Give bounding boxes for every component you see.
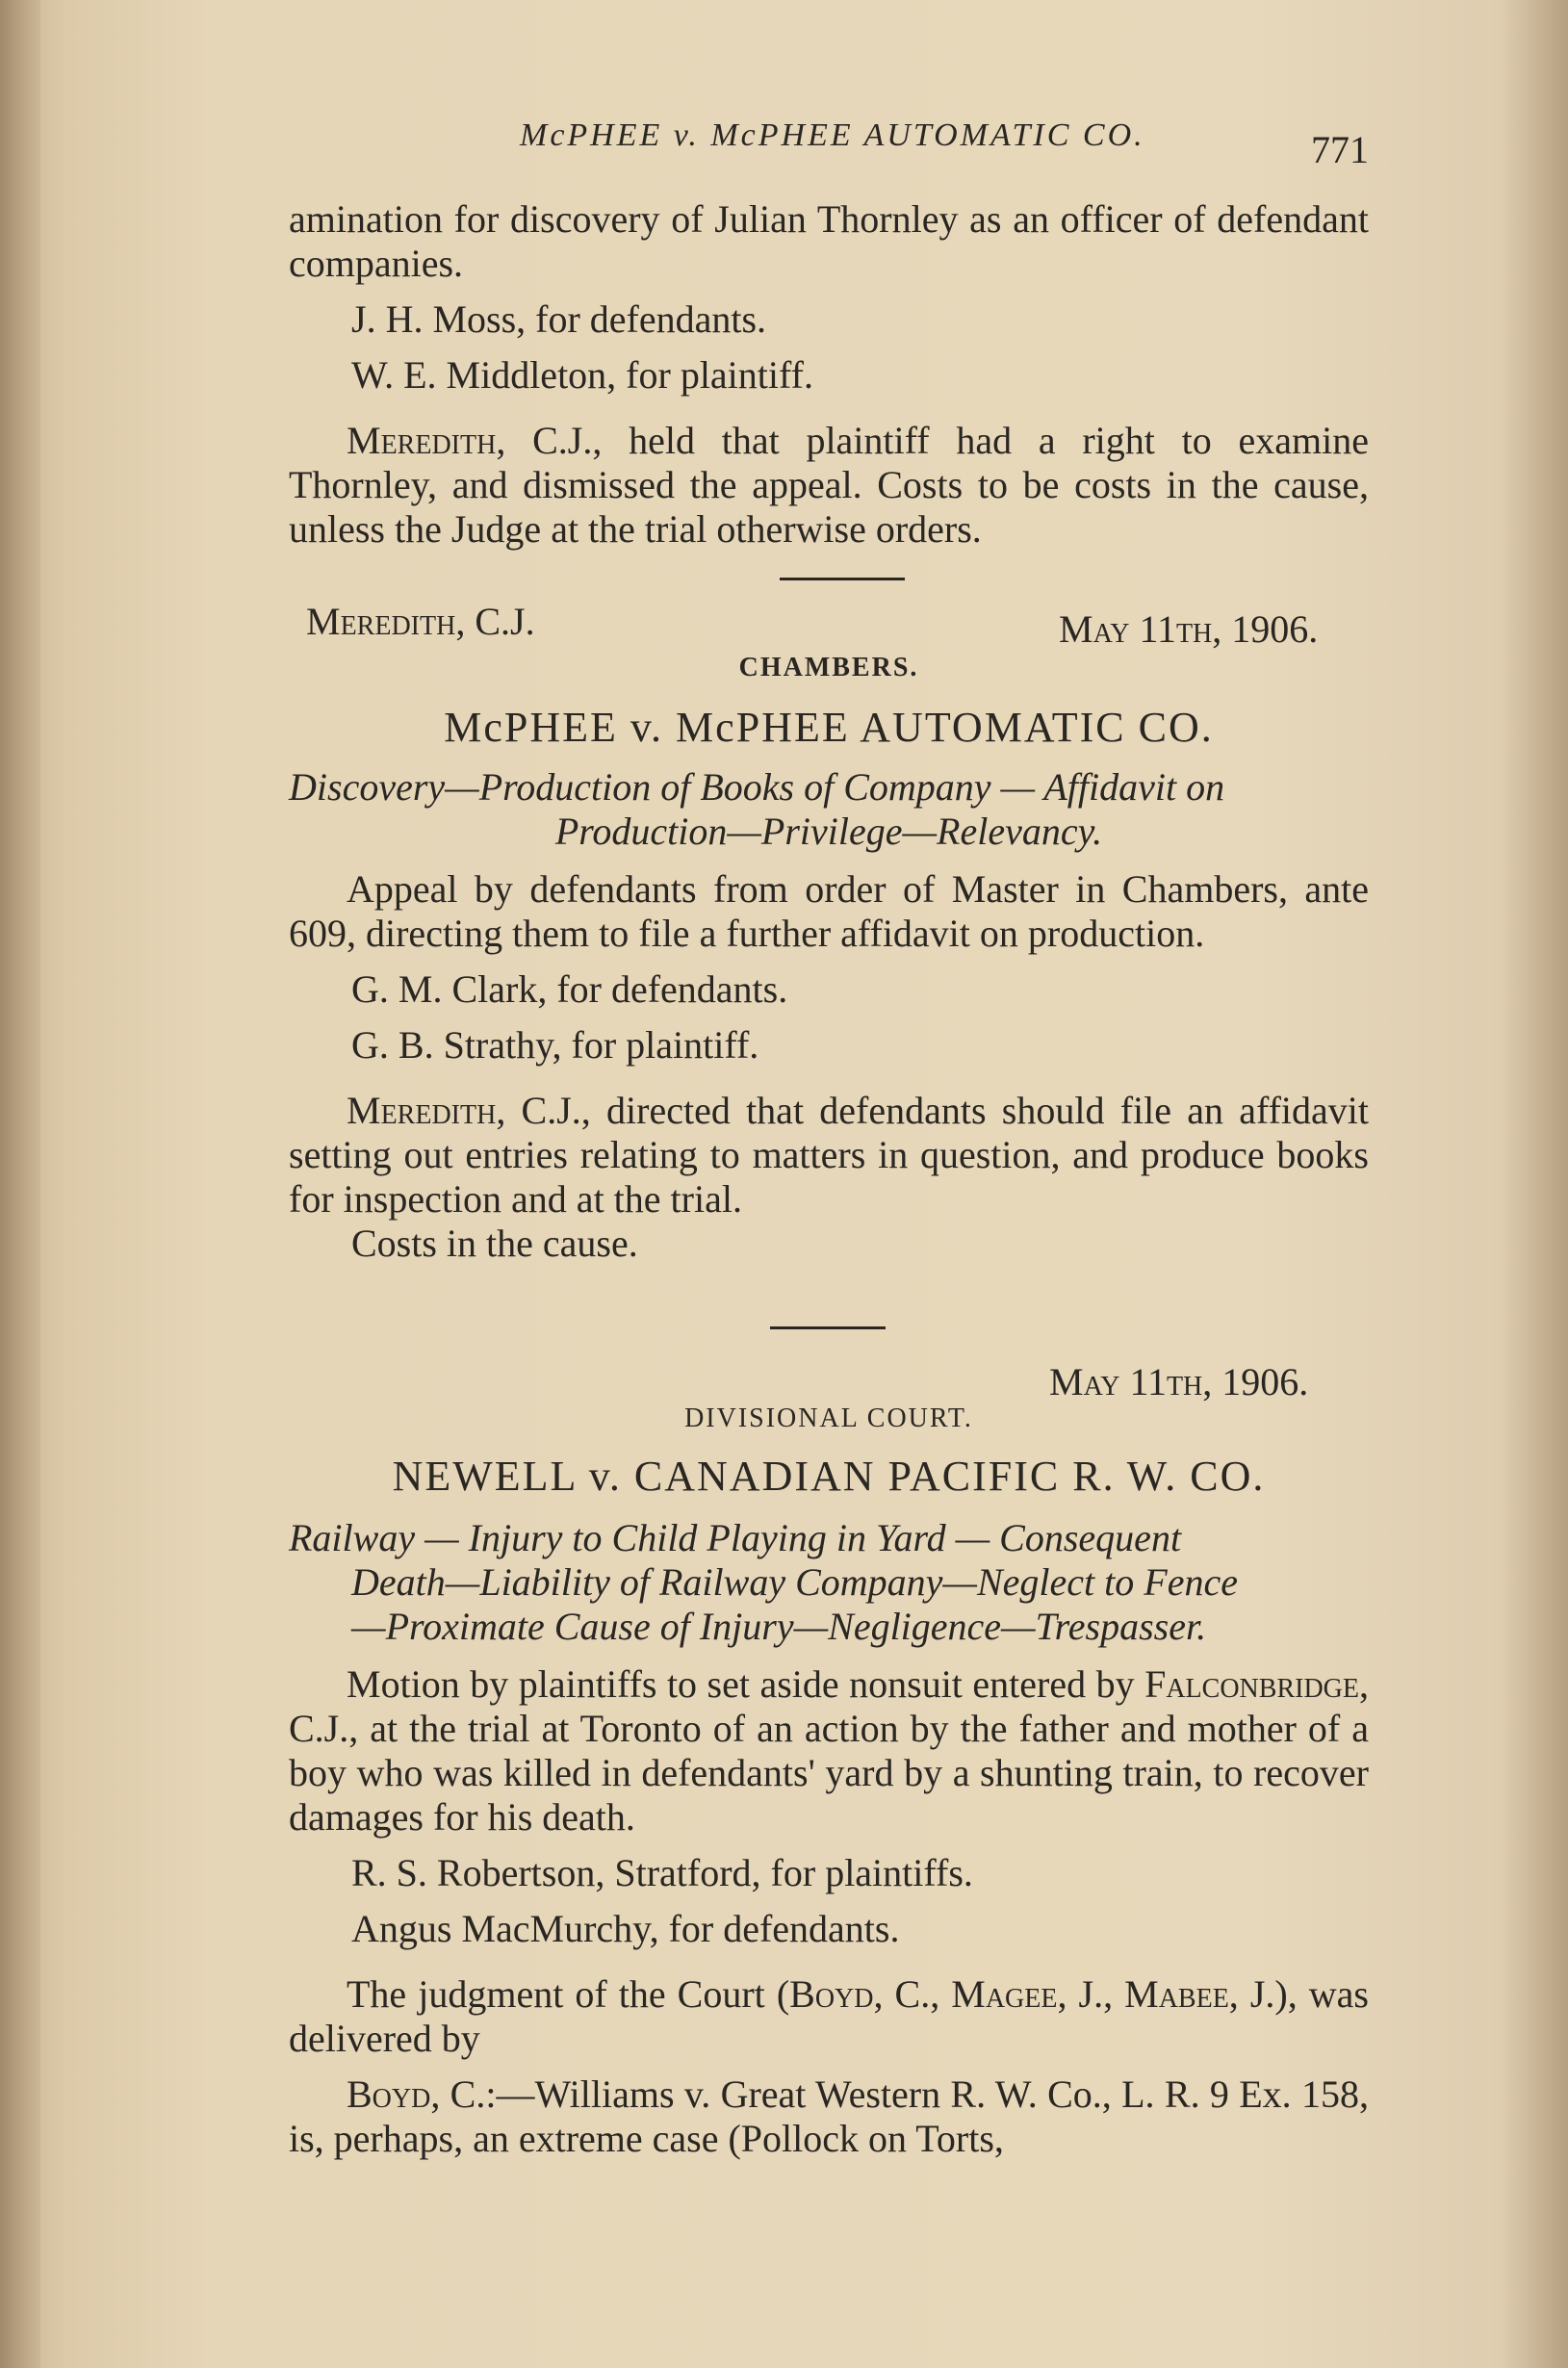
case2-date: May 11th, 1906. xyxy=(1059,607,1319,651)
case2-headnote-line2: Production—Privilege—Relevancy. xyxy=(554,810,1103,853)
case3-judgment-a: The judgment of the Court ( xyxy=(347,1972,790,2016)
case2-paragraph: Appeal by defendants from order of Master in Chambers, ante 609, directing them to file a further affidavit on production. xyxy=(289,867,1369,955)
case2-headnote-line1: Discovery—Production of Books of Company — Affidavit on xyxy=(289,765,1225,809)
case2-judge: Meredith, C.J. xyxy=(306,600,535,643)
case3-opinion-judge: Boyd, C. xyxy=(347,2072,486,2116)
case1-paragraph: amination for discovery of Julian Thornley as an officer of defendant companies. xyxy=(289,197,1369,285)
section-divider xyxy=(780,578,905,580)
section-divider-2 xyxy=(770,1326,886,1329)
case1-tail xyxy=(289,197,1369,552)
case3-paragraph-a: Motion by plaintiffs to set aside nonsuit entered by xyxy=(347,1662,1135,1706)
case2-court: CHAMBERS. xyxy=(738,653,919,682)
case3-counsel-plaintiffs: R. S. Robertson, Stratford, for plaintiffs. xyxy=(351,1851,973,1894)
case3-paragraph xyxy=(289,1662,1369,1840)
book-gutter xyxy=(0,0,40,2368)
case1-judgment xyxy=(289,419,1369,552)
case2-body xyxy=(289,765,1369,1266)
case3-date: May 11th, 1906. xyxy=(1049,1360,1309,1403)
case3-court: DIVISIONAL COURT. xyxy=(684,1403,973,1433)
case1-counsel-plaintiff: W. E. Middleton, for plaintiff. xyxy=(351,353,813,397)
case3-counsel-defendants: Angus MacMurchy, for defendants. xyxy=(351,1907,900,1950)
case3-headnote-line2: Death—Liability of Railway Company—Neglect to Fence xyxy=(351,1560,1238,1604)
case3-title: NEWELL v. CANADIAN PACIFIC R. W. CO. xyxy=(392,1453,1266,1500)
case2-judgment-text: directed that defendants should file an affidavit setting out entries relating to matters in question, and produce books for inspection and at the trial. xyxy=(289,1089,1369,1221)
case2-counsel-plaintiff: G. B. Strathy, for plaintiff. xyxy=(351,1023,759,1067)
case3-opinion-text: :—Williams v. Great Western R. W. Co., L. R. 9 Ex. 158, is, perhaps, an extreme case (Pollock on Torts, xyxy=(289,2072,1369,2160)
case3-paragraph-b: at the trial at Toronto of an action by the father and mother of a boy who was killed in defendants' yard by a shunting train, to recover damages for his death. xyxy=(289,1707,1370,1839)
case3-judgment-intro xyxy=(289,1972,1369,2061)
case1-judgment-text: held that plaintiff had a right to examine Thornley, and dismissed the appeal. Costs to be costs in the cause, unless the Judge at the trial otherwise orders. xyxy=(289,419,1369,551)
case3-headnote-line1: Railway — Injury to Child Playing in Yard — Consequent xyxy=(289,1516,1182,1559)
running-header-title: McPHEE v. McPHEE AUTOMATIC CO. xyxy=(520,117,1145,153)
case1-counsel-defendants: J. H. Moss, for defendants. xyxy=(351,297,767,341)
case2-costs: Costs in the cause. xyxy=(351,1222,638,1265)
case1-judge-name: Meredith, C.J., xyxy=(347,419,603,462)
case2-judge-name: Meredith, C.J., xyxy=(347,1089,591,1132)
page-number: 771 xyxy=(1311,128,1369,171)
case2-judgment xyxy=(289,1089,1369,1222)
case3-bench: Boyd, C., Magee, J., Mabee, J. xyxy=(789,1972,1275,2016)
case2-title: McPHEE v. McPHEE AUTOMATIC CO. xyxy=(444,704,1214,751)
case3-judgment-b: ), was delivered by xyxy=(289,1972,1369,2060)
case3-opinion xyxy=(289,2072,1369,2161)
case2-counsel-defendants: G. M. Clark, for defendants. xyxy=(351,967,788,1011)
case3-trial-judge: Falconbridge, C.J., xyxy=(289,1662,1369,1750)
case3-body xyxy=(289,1516,1369,2161)
case3-headnote-line3: —Proximate Cause of Injury—Negligence—Trespasser. xyxy=(351,1605,1207,1648)
